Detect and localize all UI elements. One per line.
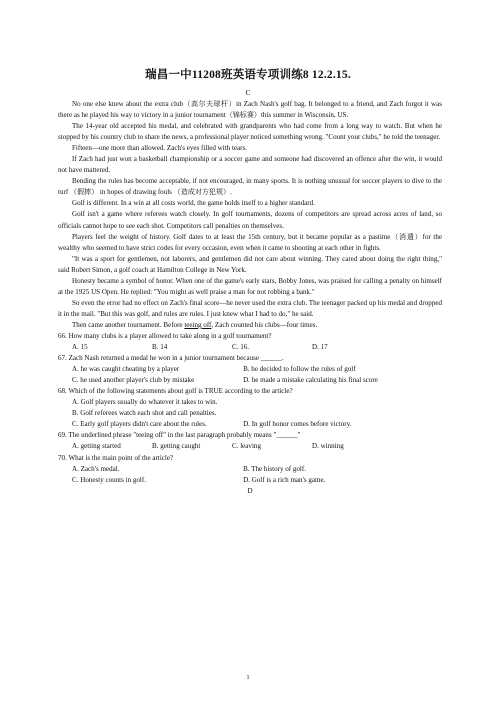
option-row bbox=[58, 364, 442, 375]
option-row bbox=[58, 397, 442, 408]
answer-option[interactable]: C. leaving bbox=[232, 442, 261, 451]
answer-option[interactable]: A. Zach's medal. bbox=[72, 464, 120, 473]
answer-option[interactable]: C. Early golf players didn't care about the rules. bbox=[72, 420, 207, 429]
answer-option[interactable]: B. getting caught bbox=[152, 442, 201, 451]
passage bbox=[58, 99, 442, 320]
question-list bbox=[58, 331, 442, 486]
answer-option[interactable]: B. 14 bbox=[152, 343, 168, 352]
answer-option[interactable]: A. Golf players usually do whatever it takes to win. bbox=[72, 398, 218, 407]
document-body bbox=[58, 99, 442, 497]
question-item bbox=[58, 331, 442, 353]
option-row bbox=[58, 342, 442, 353]
paragraph: So even the error had no effect on Zach's final score—he never used the extra club. The teenager packed up his medal and dropped it in the mail. "But this was golf, and rules are rules. I just knew what I had to do," he said. bbox=[58, 298, 442, 318]
question-stem: 66. How many clubs is a player allowed to take along in a golf tournament? bbox=[58, 331, 272, 340]
answer-option[interactable]: D. 17 bbox=[312, 343, 328, 352]
option-row bbox=[58, 475, 442, 486]
option-row bbox=[58, 419, 442, 430]
question-stem: 70. What is the main point of the article? bbox=[58, 453, 174, 462]
option-row bbox=[58, 464, 442, 475]
answer-option[interactable]: D. Golf is a rich man's game. bbox=[243, 475, 326, 484]
paragraph: "It was a sport for gentlemen, not laborers, and gentlemen did not care about winning. They cared about doing the right thing," said Robert Simon, a golf coach at Hamilton College in New York. bbox=[58, 254, 442, 274]
question-item bbox=[58, 353, 442, 386]
underlined-phrase: teeing off bbox=[184, 320, 212, 329]
paragraph: Golf isn't a game where referees watch closely. In golf tournaments, dozens of competitors are spread across acres of land, so officials cannot hope to see each shot. Competitors call penalties on themselves. bbox=[58, 210, 442, 230]
option-row bbox=[58, 441, 442, 452]
answer-option[interactable]: C. Honesty counts in golf. bbox=[72, 475, 146, 484]
page-title: 瑞昌一中11208班英语专项训练8 12.2.15. bbox=[145, 69, 351, 81]
paragraph: If Zach had just won a basketball championship or a soccer game and someone had discovered an offence after the win, it would not have mattered. bbox=[58, 155, 442, 175]
section-label: C bbox=[245, 88, 251, 97]
last-paragraph bbox=[58, 320, 442, 331]
answer-option[interactable]: D. In golf honor comes before victory. bbox=[243, 420, 352, 429]
answer-option[interactable]: C. he used another player's club by mistake bbox=[72, 376, 195, 385]
option-row bbox=[58, 408, 442, 419]
question-stem: 67. Zach Nash returned a medal he won in a junior tournament because ______. bbox=[58, 354, 284, 363]
paragraph: The 14-year old accepted his medal, and celebrated with grandparents who had come from a long way to watch. But when he stopped by his country club to share the news, a professional player noticed something wrong. "Count your clubs," he told the teenager. bbox=[58, 122, 442, 142]
answer-option[interactable]: B. Golf referees watch each shot and call penalties. bbox=[72, 409, 217, 418]
answer-option[interactable]: B. he decided to follow the rules of golf bbox=[243, 365, 356, 374]
last-paragraph-text-before: Then came another tournament. Before bbox=[72, 320, 185, 329]
page-number: 1 bbox=[246, 674, 250, 681]
paragraph: Honesty became a symbol of honor. When one of the game's early stars, Bobby Jones, was praised for calling a penalty on himself at the 1925 US Open. He replied: "You might as well praise a man for not robbing a bank." bbox=[58, 276, 442, 296]
answer-option[interactable]: A. 15 bbox=[72, 343, 88, 352]
last-paragraph-text-after: , Zach counted his clubs—four times. bbox=[211, 320, 318, 329]
question-item bbox=[58, 430, 442, 452]
question-stem: 69. The underlined phrase "teeing off" in the last paragraph probably means "______" bbox=[58, 431, 301, 440]
answer-option[interactable]: A. he was caught cheating by a player bbox=[72, 365, 180, 374]
answer-key: D bbox=[247, 486, 253, 495]
question-item bbox=[58, 453, 442, 486]
option-row bbox=[58, 375, 442, 386]
question-item bbox=[58, 386, 442, 430]
paragraph: Bending the rules has become acceptable, if not encouraged, in many sports. It is nothing unusual for soccer players to dive to the turf （假摔） in hopes of drawing fouls （造成对方犯规）. bbox=[58, 177, 442, 197]
answer-option[interactable]: D. winning bbox=[312, 442, 344, 451]
answer-option[interactable]: C. 16. bbox=[232, 343, 250, 352]
answer-option[interactable]: D. he made a mistake calculating his final score bbox=[243, 376, 378, 385]
paragraph: No one else knew about the extra club（高尔夫球杆）in Zach Nash's golf bag. It belonged to a friend, and Zach forgot it was there as he played his way to victory in a junior tournament（锦标赛）this summer in Wisconsin, US. bbox=[58, 100, 442, 120]
answer-option[interactable]: B. The history of golf. bbox=[243, 464, 306, 473]
question-stem: 68. Which of the following statements about golf is TRUE according to the article? bbox=[58, 387, 293, 396]
paragraph: Golf is different. In a win at all costs world, the game holds itself to a higher standard. bbox=[72, 199, 315, 208]
paragraph: Players feel the weight of history. Golf dates to at least the 15th century, but it became popular as a pastime（消遣）for the wealthy who seemed to have strict codes for every occasion, even when it came to shooting at each other in fights. bbox=[58, 232, 442, 252]
answer-option[interactable]: A. getting started bbox=[72, 442, 121, 451]
paragraph: Fifteen—one more than allowed. Zach's eyes filled with tears. bbox=[72, 144, 248, 153]
